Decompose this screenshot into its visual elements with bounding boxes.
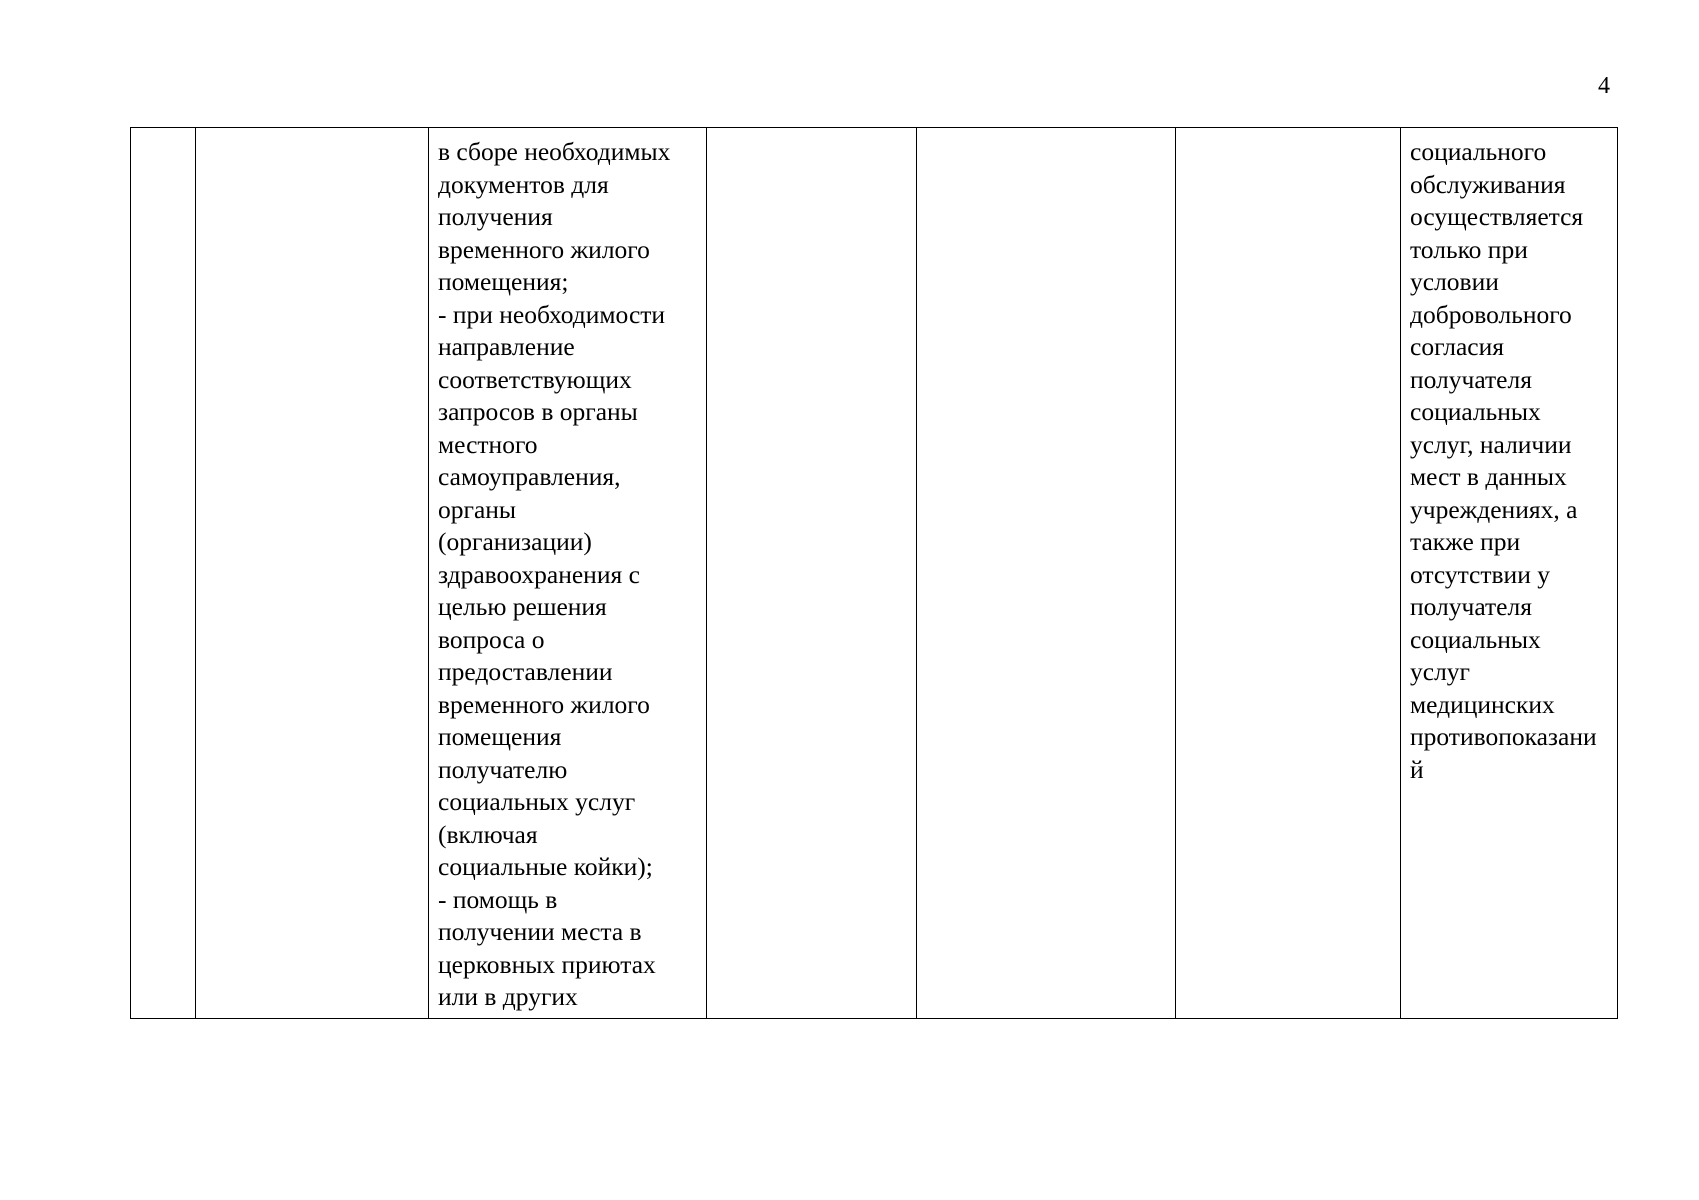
table-cell-col4 <box>707 128 917 1019</box>
table-cell-services-description: в сборе необходимых документов для получения временного жилого помещения; - при необходимости направление соответствующих запросов в органы местного самоуправления, органы (организации) здравоохранения с целью решения вопроса о предоставлении временного жилого помещения получателю социальных услуг (включая социальные койки); - помощь в получении места в церковных приютах или в других <box>429 128 707 1019</box>
table-cell-col6 <box>1176 128 1401 1019</box>
table-row <box>131 128 1618 1019</box>
table-cell-col1 <box>131 128 196 1019</box>
table-cell-col5 <box>917 128 1176 1019</box>
table-cell-conditions: социального обслуживания осуществляется только при условии добровольного согласия получателя социальных услуг, наличии мест в данных учреждениях, а также при отсутствии у получателя социальных услуг медицинских противопоказани й <box>1401 128 1618 1019</box>
page-number: 4 <box>1598 73 1610 99</box>
table-cell-col2 <box>196 128 429 1019</box>
document-table <box>130 127 1618 1019</box>
